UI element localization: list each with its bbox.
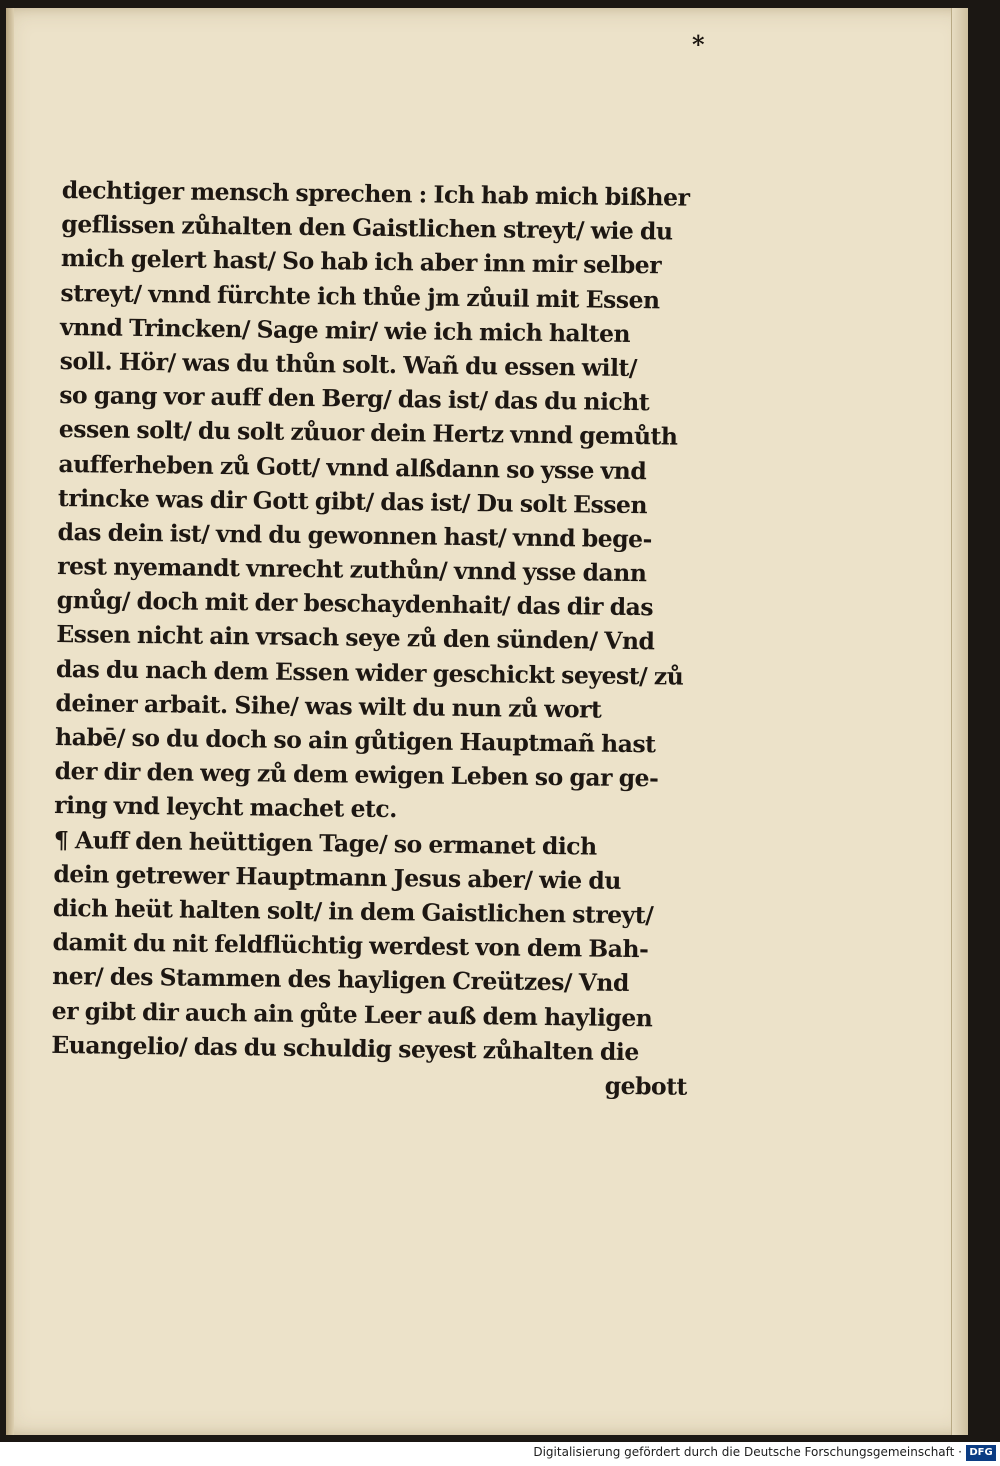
- text-line: ring vnd leycht machet etc.: [54, 791, 398, 824]
- text-line: geflissen zůhalten den Gaistlichen streyt/ wie du: [61, 210, 673, 246]
- page-gutter: [6, 8, 14, 1435]
- footer-bar: [0, 1442, 1000, 1466]
- text-line: so gang vor auff den Berg/ das ist/ das du nicht: [59, 381, 650, 417]
- text-line: vnnd Trincken/ Sage mir/ wie ich mich halten: [59, 312, 631, 348]
- text-line: der dir den weg zů dem ewigen Leben so gar ge-: [54, 757, 659, 793]
- text-line: soll. Hör/ was du thůn solt. Wañ du essen wilt/: [59, 346, 638, 382]
- text-line: das dein ist/ vnd du gewonnen hast/ vnnd bege-: [57, 517, 653, 554]
- text-line: trincke was dir Gott gibt/ das ist/ Du solt Essen: [57, 483, 648, 519]
- funding-credit: Digitalisierung gefördert durch die Deutsche Forschungsgemeinschaft ·: [533, 1445, 962, 1459]
- text-line: damit du nit feldflüchtig werdest von dem Bah-: [52, 928, 649, 964]
- text-line: dich heüt halten solt/ in dem Gaistlichen streyt/: [52, 893, 654, 930]
- book-page: [6, 8, 968, 1435]
- text-line: aufferheben zů Gott/ vnnd alßdann so ysse vnd: [58, 449, 647, 485]
- text-line: dechtiger mensch sprechen : Ich hab mich bißher: [61, 175, 690, 212]
- text-line: er gibt dir auch ain gůte Leer auß dem hayligen: [51, 996, 653, 1032]
- text-line: ner/ des Stammen des hayligen Creützes/ Vnd: [52, 962, 630, 998]
- text-line: habē/ so du doch so ain gůtigen Hauptmañ hast: [54, 722, 656, 759]
- text-line: streyt/ vnnd fürchte ich thůe jm zůuil mit Essen: [60, 278, 660, 314]
- dfg-logo: DFG: [966, 1445, 996, 1461]
- catchword: gebott: [604, 1071, 688, 1101]
- text-line: dein getrewer Hauptmann Jesus aber/ wie du: [53, 859, 622, 895]
- text-line: Euangelio/ das du schuldig seyest zůhalten die: [51, 1030, 639, 1066]
- text-line: rest nyemandt vnrecht zuthůn/ vnnd ysse dann: [57, 552, 647, 588]
- text-line: das du nach dem Essen wider geschickt seyest/ zů: [55, 654, 684, 691]
- text-line: deiner arbait. Sihe/ was wilt du nun zů wort: [55, 688, 602, 724]
- text-line: Essen nicht ain vrsach seye zů den sünden/ Vnd: [56, 620, 655, 656]
- signature-mark: *: [692, 30, 705, 59]
- text-line: mich gelert hast/ So hab ich aber inn mir selber: [60, 244, 662, 280]
- text-line: ¶ Auff den heüttigen Tage/ so ermanet dich: [53, 825, 597, 861]
- text-block: [51, 173, 722, 1104]
- page-fore-edge: [951, 8, 968, 1435]
- text-line: gnůg/ doch mit der beschaydenhait/ das dir das: [56, 586, 654, 622]
- text-line: essen solt/ du solt zůuor dein Hertz vnnd gemůth: [58, 415, 678, 451]
